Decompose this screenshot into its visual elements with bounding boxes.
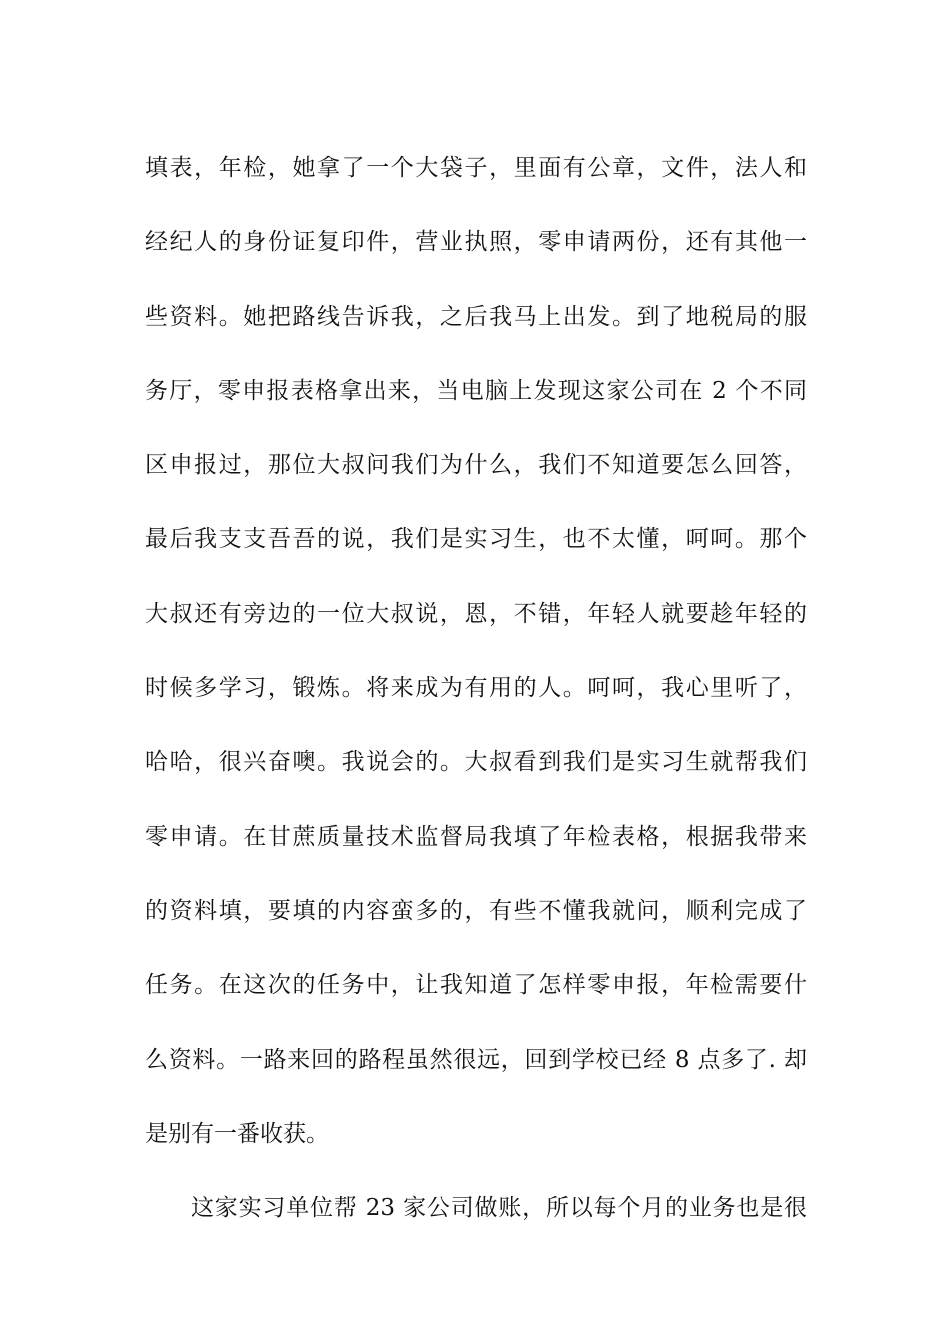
text-line: 哈哈，很兴奋噢。我说会的。大叔看到我们是实习生就帮我们 [145,749,807,776]
text-line: 零申请。在甘蔗质量技术监督局我填了年检表格，根据我带来 [145,823,807,850]
text-line: 填表，年检，她拿了一个大袋子，里面有公章，文件，法人和 [145,155,807,181]
text-line: 么资料。一路来回的路程虽然很远，回到学校已经 8 点多了. 却 [145,1046,807,1073]
text-line: 时候多学习，锻炼。将来成为有用的人。呵呵，我心里听了， [145,675,807,702]
text-line: 区申报过，那位大叔问我们为什么，我们不知道要怎么回答， [145,452,807,479]
text-line: 最后我支支吾吾的说，我们是实习生，也不太懂，呵呵。那个 [145,526,807,553]
paragraph [145,131,807,1171]
text-line: 经纪人的身份证复印件，营业执照，零申请两份，还有其他一 [145,229,807,256]
text-line: 任务。在这次的任务中，让我知道了怎样零申报，年检需要什 [145,972,807,999]
text-line: 大叔还有旁边的一位大叔说，恩，不错，年轻人就要趁年轻的 [145,600,807,627]
text-line: 是别有一番收获。 [145,1120,329,1147]
text-line: 务厅，零申报表格拿出来，当电脑上发现这家公司在 2 个不同 [145,377,807,404]
text-line: 这家实习单位帮 23 家公司做账，所以每个月的业务也是很 [191,1195,807,1222]
body-text [145,131,807,1245]
paragraph [145,1171,807,1245]
text-line: 的资料填，要填的内容蛮多的，有些不懂我就问，顺利完成了 [145,897,807,924]
text-line: 些资料。她把路线告诉我，之后我马上出发。到了地税局的服 [145,303,807,330]
